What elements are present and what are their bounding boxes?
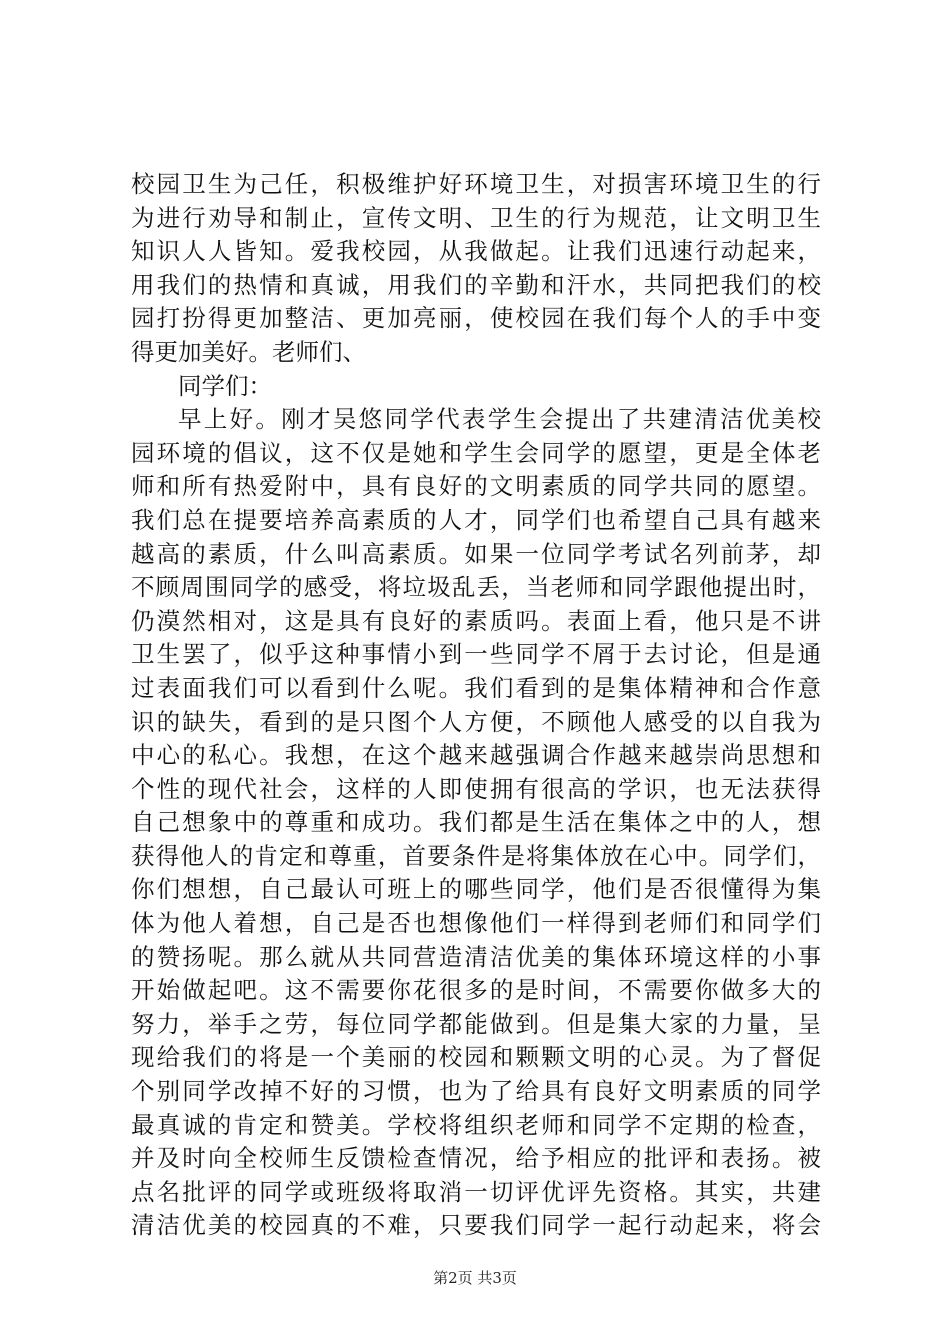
- text-line: 园打扮得更加整洁、更加亮丽，使校园在我们每个人的手中变: [131, 304, 821, 333]
- text-line: 现给我们的将是一个美丽的校园和颗颗文明的心灵。为了督促: [131, 1043, 821, 1072]
- text-line: 不顾周围同学的感受，将垃圾乱丢，当老师和同学跟他提出时，: [131, 573, 821, 602]
- body-text: [131, 168, 821, 1243]
- text-line: 用我们的热情和真诚，用我们的辛勤和汗水，共同把我们的校: [131, 270, 821, 299]
- text-line: 努力，举手之劳，每位同学都能做到。但是集大家的力量，呈: [131, 1009, 821, 1038]
- text-line: 仍漠然相对，这是具有良好的素质吗。表面上看，他只是不讲: [131, 606, 821, 635]
- text-line: 获得他人的肯定和尊重，首要条件是将集体放在心中。同学们，: [131, 841, 821, 870]
- text-line: 知识人人皆知。爱我校园，从我做起。让我们迅速行动起来，: [131, 237, 821, 266]
- text-line: 最真诚的肯定和赞美。学校将组织老师和同学不定期的检查，: [131, 1110, 821, 1139]
- text-line: 校园卫生为己任，积极维护好环境卫生，对损害环境卫生的行: [131, 170, 821, 198]
- text-line: 卫生罢了，似乎这种事情小到一些同学不屑于去讨论，但是通: [131, 640, 821, 669]
- text-line: 中心的私心。我想，在这个越来越强调合作越来越崇尚思想和: [131, 741, 821, 770]
- text-line: 为进行劝导和制止，宣传文明、卫生的行为规范，让文明卫生: [131, 203, 821, 232]
- text-line: 并及时向全校师生反馈检查情况，给予相应的批评和表扬。被: [131, 1144, 821, 1173]
- text-line: 点名批评的同学或班级将取消一切评优评先资格。其实，共建: [131, 1177, 821, 1206]
- text-line: 越高的素质，什么叫高素质。如果一位同学考试名列前茅，却: [131, 539, 821, 568]
- text-line: 识的缺失，看到的是只图个人方便，不顾他人感受的以自我为: [131, 707, 821, 736]
- text-line: 体为他人着想，自己是否也想像他们一样得到老师们和同学们: [131, 909, 821, 938]
- text-line: 开始做起吧。这不需要你花很多的是时间，不需要你做多大的: [131, 976, 821, 1005]
- text-line: 师和所有热爱附中，具有良好的文明素质的同学共同的愿望。: [131, 472, 821, 501]
- salutation-line: 同学们：: [178, 371, 272, 400]
- text-line: 我们总在提要培养高素质的人才，同学们也希望自己具有越来: [131, 505, 821, 534]
- paragraph-start-line: 早上好。刚才吴悠同学代表学生会提出了共建清洁优美校: [178, 405, 821, 434]
- text-line: 个别同学改掉不好的习惯，也为了给具有良好文明素质的同学: [131, 1077, 821, 1106]
- text-line: 园环境的倡议，这不仅是她和学生会同学的愿望，更是全体老: [131, 438, 821, 467]
- text-line: 的赞扬呢。那么就从共同营造清洁优美的集体环境这样的小事: [131, 942, 821, 971]
- text-line: 得更加美好。老师们、: [131, 337, 366, 366]
- text-line: 自己想象中的尊重和成功。我们都是生活在集体之中的人，想: [131, 808, 821, 837]
- text-line: 个性的现代社会，这样的人即使拥有很高的学识，也无法获得: [131, 774, 821, 803]
- text-line: 你们想想，自己最认可班上的哪些同学，他们是否很懂得为集: [131, 875, 821, 904]
- text-line: 清洁优美的校园真的不难，只要我们同学一起行动起来，将会: [131, 1211, 821, 1240]
- page-footer: 第2页 共3页: [433, 1269, 517, 1287]
- text-line: 过表面我们可以看到什么呢。我们看到的是集体精神和合作意: [131, 673, 821, 702]
